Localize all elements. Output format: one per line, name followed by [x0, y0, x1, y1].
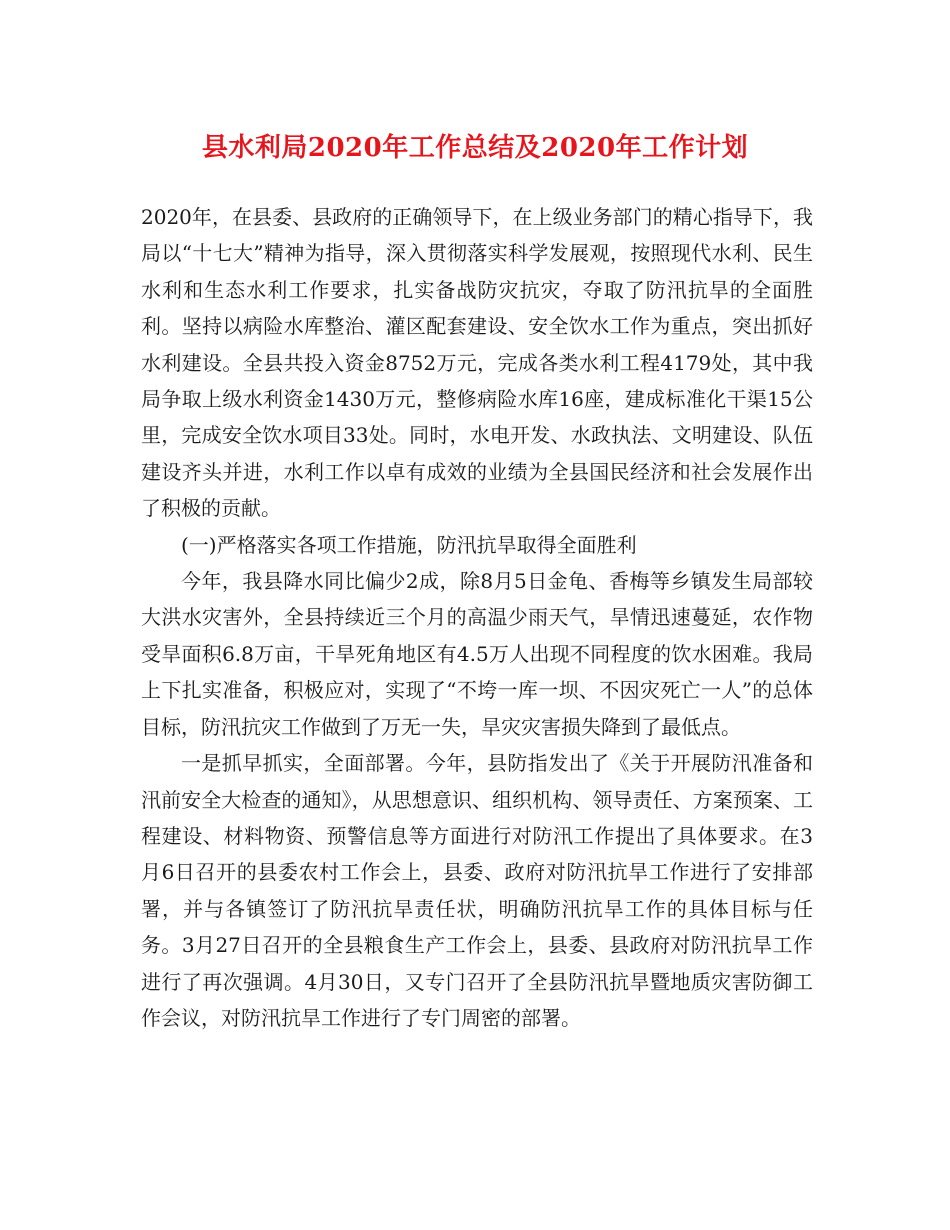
- document-title: 县水利局2020年工作总结及2020年工作计划: [201, 133, 749, 163]
- document-body: [141, 199, 813, 1036]
- paragraph-intro: 2020年，在县委、县政府的正确领导下，在上级业务部门的精心指导下，我局以“十七大”精神为指导，深入贯彻落实科学发展观，按照现代水利、民生水利和生态水利工作要求，扎实备战防灾抗灾，夺取了防汛抗旱的全面胜利。坚持以病险水库整治、灌区配套建设、安全饮水工作为重点，突出抓好水利建设。全县共投入资金8752万元，完成各类水利工程4179处，其中我局争取上级水利资金1430万元，整修病险水库16座，建成标准化干渠15公里，完成安全饮水项目33处。同时，水电开发、水政执法、文明建设、队伍建设齐头并进，水利工作以卓有成效的业绩为全县国民经济和社会发展作出了积极的贡献。: [141, 205, 813, 521]
- paragraph-deployment: 一是抓早抓实，全面部署。今年，县防指发出了《关于开展防汛准备和汛前安全大检查的通知》，从思想意识、组织机构、领导责任、方案预案、工程建设、材料物资、预警信息等方面进行对防汛工作提出了具体要求。在3月6日召开的县委农村工作会上，县委、政府对防汛抗旱工作进行了安排部署，并与各镇签订了防汛抗旱责任状，明确防汛抗旱工作的具体目标与任务。3月27日召开的全县粮食生产工作会上，县委、县政府对防汛抗旱工作进行了再次强调。4月30日，又专门召开了全县防汛抗旱暨地质灾害防御工作会议，对防汛抗旱工作进行了专门周密的部署。: [141, 751, 813, 1030]
- section-heading-1: (一)严格落实各项工作措施，防汛抗旱取得全面胜利: [181, 532, 637, 557]
- paragraph-drought-summary: 今年，我县降水同比偏少2成，除8月5日金龟、香梅等乡镇发生局部较大洪水灾害外，全县持续近三个月的高温少雨天气，旱情迅速蔓延，农作物受旱面积6.8万亩，干旱死角地区有4.5万人出现不同程度的饮水困难。我局上下扎实准备，积极应对，实现了“不垮一库一坝、不因灾死亡一人”的总体目标，防汛抗灾工作做到了万无一失，旱灾灾害损失降到了最低点。: [141, 569, 813, 739]
